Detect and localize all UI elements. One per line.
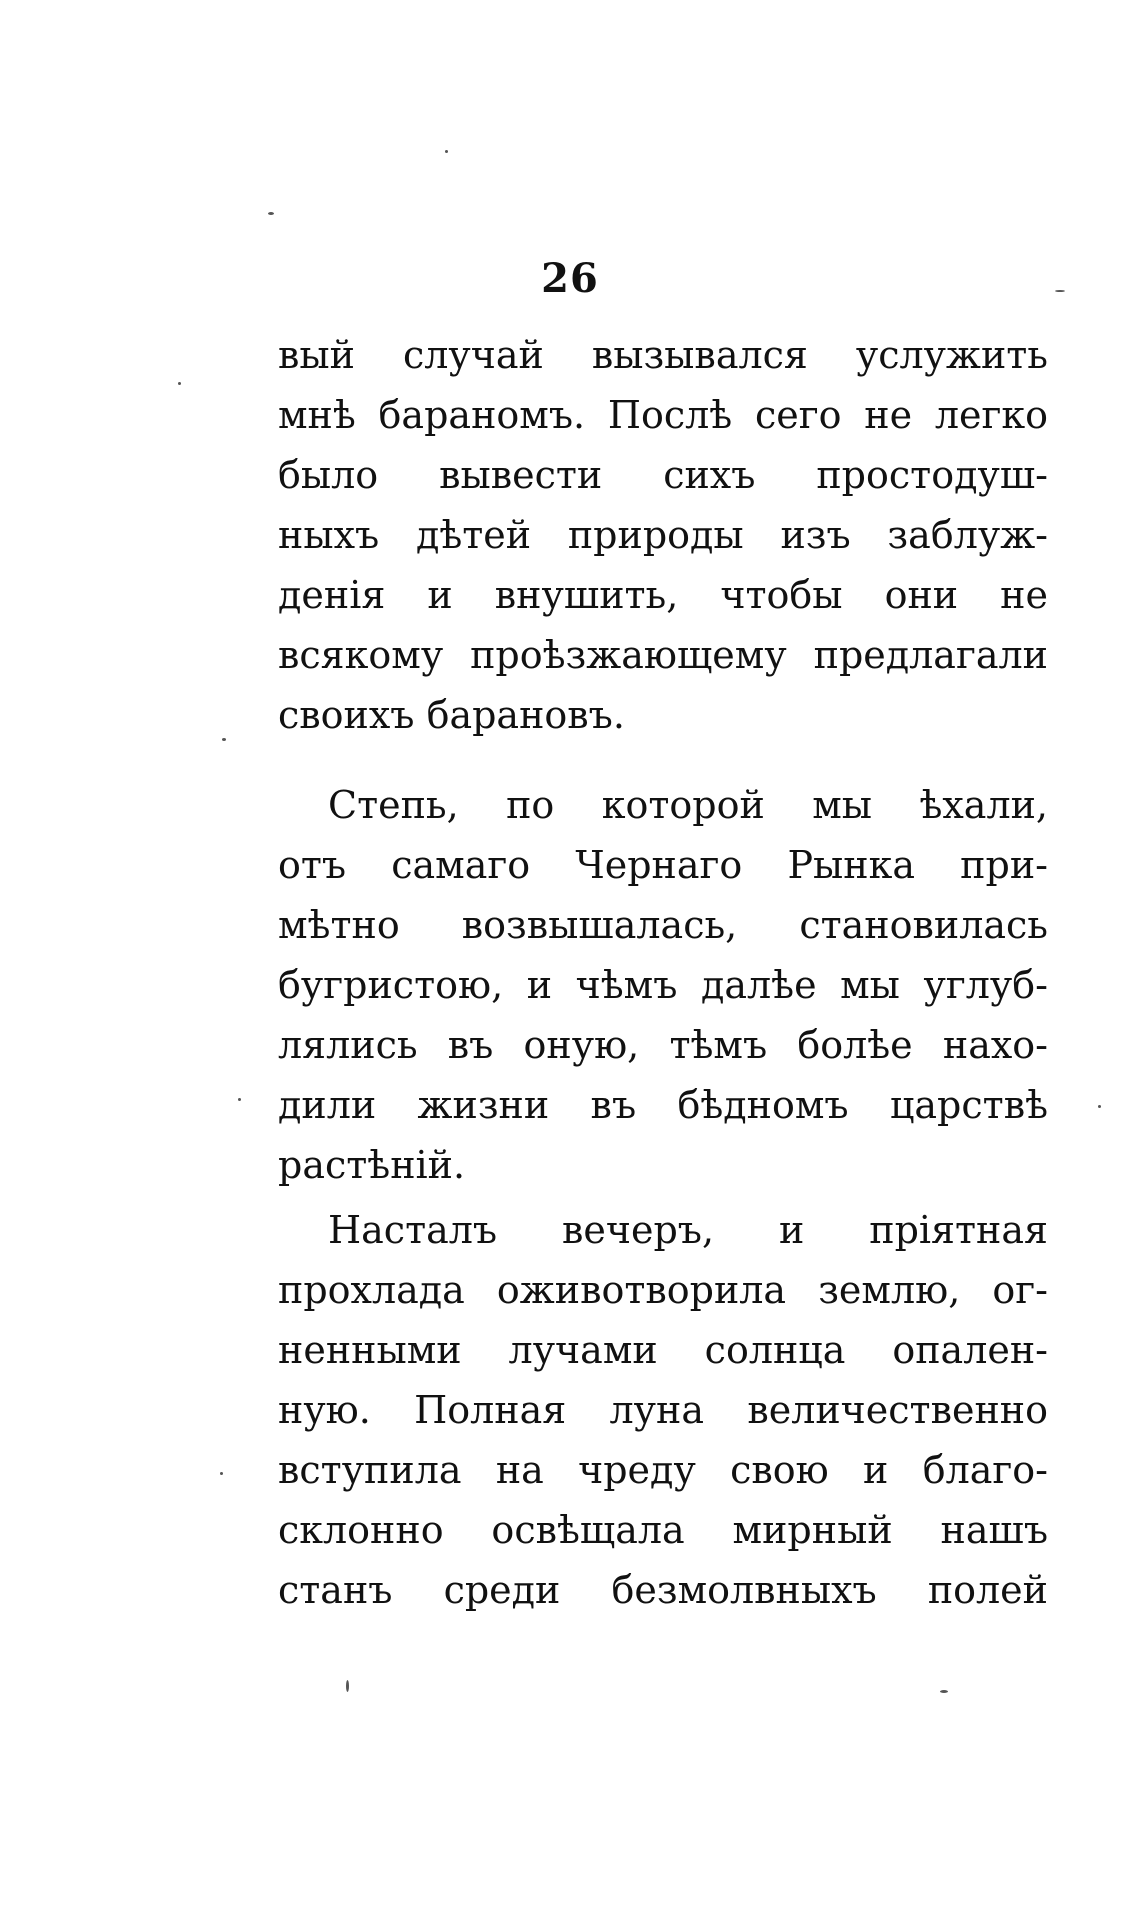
text-line: всякому проѣзжающему предлагали [278,633,1048,677]
text-line: ную. Полная луна величественно [278,1388,1048,1432]
paper-speck [238,1098,241,1101]
text-line: растѣній. [278,1143,466,1187]
paragraph-1 [278,325,1048,745]
text-line: ненными лучами солнца опален- [278,1328,1048,1372]
paper-speck [1055,290,1065,292]
text-line: мнѣ бараномъ. Послѣ сего не легко [278,393,1048,437]
paper-speck [268,212,274,215]
paper-speck [220,1472,223,1475]
paragraph-3 [278,1200,1048,1620]
text-line: вый случай вызывался услужить [278,333,1048,377]
text-line: Насталъ вечеръ, и пріятная [328,1208,1048,1252]
page-number: 26 [541,255,599,302]
paper-speck [346,1680,349,1692]
paper-speck [178,382,181,385]
text-line: станъ среди безмолвныхъ полей [278,1568,1048,1612]
text-line: ныхъ дѣтей природы изъ заблуж- [278,513,1048,557]
text-line: дили жизни въ бѣдномъ царствѣ [278,1083,1048,1127]
text-line: мѣтно возвышалась, становилась [278,903,1048,947]
text-line: денія и внушить, чтобы они не [278,573,1048,617]
text-line: склонно освѣщала мирный нашъ [278,1508,1048,1552]
paper-speck [222,738,226,741]
text-line: лялись въ оную, тѣмъ болѣе нахо- [278,1023,1048,1067]
paper-speck [940,1690,948,1693]
text-line: Степь, по которой мы ѣхали, [328,783,1048,827]
paper-speck [1098,1105,1101,1108]
text-line: прохлада оживотворила землю, ог- [278,1268,1048,1312]
paragraph-2 [278,775,1048,1195]
text-line: отъ самаго Чернаго Рынка при- [278,843,1048,887]
text-line: вступила на чреду свою и благо- [278,1448,1048,1492]
paper-speck [445,150,448,153]
text-line: бугристою, и чѣмъ далѣе мы углуб- [278,963,1048,1007]
text-line: было вывести сихъ простодуш- [278,453,1048,497]
text-line: своихъ барановъ. [278,693,625,737]
